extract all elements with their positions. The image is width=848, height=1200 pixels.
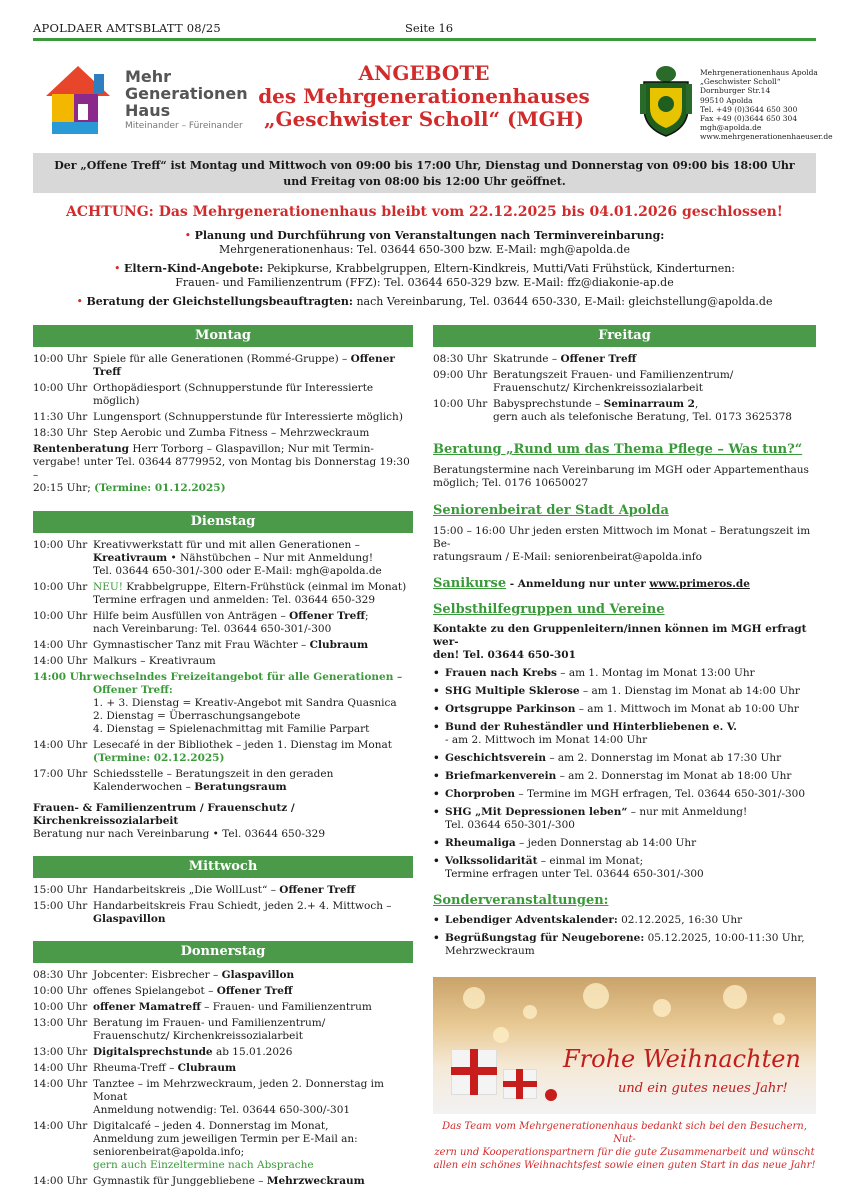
list-item [433,914,816,927]
group-name: Briefmarkenverein [445,770,557,783]
list-item [433,721,816,747]
list-item [433,703,816,716]
bullet-eltern-kind-text: Pekipkurse, Krabbelgruppen, Eltern-Kindkreis, Mutti/Vati Frühstück, Kinderturnen: [263,262,736,275]
group-name: Chorproben [445,788,516,801]
list-item [33,969,413,982]
list-item [33,382,413,408]
rentenberatung [33,443,413,495]
entry-text: Tanztee – im Mehrzweckraum, jeden 2. Donnerstag im Monat [93,1078,384,1103]
entry-text: vergabe! unter Tel. 03644 8779952, von Montag bis Donnerstag 19:30 – [33,456,410,481]
entry-text: Jobcenter: Eisbrecher – [93,969,222,981]
page-header [33,21,816,35]
list-item [433,855,816,881]
event-name: Begrüßungstag für Neugeborene: [445,932,645,945]
new-badge: NEU! [93,581,123,593]
pflege-text [433,464,816,490]
entry-text: 05.12.2025, 10:00-11:30 Uhr, [644,932,805,945]
time: 14:00 Uhr [33,1175,88,1187]
entry-text: 20:15 Uhr; [33,482,95,494]
entry-text: Gymnastischer Tanz mit Frau Wächter – [93,639,310,651]
time: 08:30 Uhr [33,969,88,981]
entry-text: Tel. 03644 650-301/-300 [445,819,575,832]
mittwoch-list [33,884,413,926]
entry-text: Herr Torborg – Glaspavillon; Nur mit Termin- [129,443,374,455]
entry-room: Offener Treff [93,353,395,378]
list-item [33,1120,413,1172]
address-line: Tel. +49 (0)3644 650 300 [700,104,798,114]
address-line: Mehrgenerationenhaus Apolda [700,68,818,77]
entry-text: möglich; Tel. 0176 10650027 [433,476,589,489]
entry-text: Spiele für alle Generationen (Rommé-Gruppe) – [93,353,351,365]
time: 08:30 Uhr [433,353,488,365]
list-item [33,539,413,578]
rentenberatung-title: Rentenberatung [33,443,130,455]
group-name: Bund der Ruheständler und Hinterbliebenen e. V. [445,721,737,734]
page-title [250,62,598,131]
time: 10:00 Uhr [33,353,88,365]
entry-text: – Termine im MGH erfragen, Tel. 03644 650-301/-300 [515,788,806,801]
list-item [33,1175,413,1188]
entry-text: ratungsraum / E-Mail: seniorenbeirat@apolda.info [433,550,702,563]
entry-text: Malkurs – Kreativraum [93,655,216,667]
bullet-eltern-kind-contact: Frauen- und Familienzentrum (FFZ): Tel. 03644 650-329 bzw. E-Mail: ffz@diakonie-ap.de [175,276,674,289]
entry-text: den! Tel. 03644 650-301 [433,649,576,662]
group-name: SHG Multiple Sklerose [445,685,580,698]
bullet-eltern-kind: • Eltern-Kind-Angebote: Pekipkurse, Krabbelgruppen, Eltern-Kindkreis, Mutti/Vati Frühstück, Kinderturnen: Frauen- und Familienzentrum (FFZ): Tel. 03644 650-329 bzw. E-Mail: ffz@diakonie-ap.de [113,262,736,289]
montag-list [33,353,413,495]
event-name: Lebendiger Adventskalender: [445,914,618,927]
entry-text: Lesecafé in der Bibliothek – jeden 1. Dienstag im Monat [93,739,392,751]
bullet-gleichstellung: • Beratung der Gleichstellungsbeauftragten: nach Vereinbarung, Tel. 03644 650-330, E-Mail: gleichstellung@apolda.de [76,295,773,308]
list-item [33,1046,413,1059]
entry-text: Beratung nur nach Vereinbarung • Tel. 03644 650-329 [33,828,326,840]
entry-room: Offener Treff [289,610,365,622]
list-item [33,1078,413,1117]
address-line: mgh@apolda.de [700,123,762,133]
house-logo-icon [38,60,118,140]
time: 09:00 Uhr [433,369,488,381]
sanikurse-heading: Sanikurse [433,575,507,591]
entry-text: Schiedsstelle – Beratungszeit in den geraden [93,768,334,780]
montag-heading: Montag [33,325,413,347]
entry-text: 15:00 – 16:00 Uhr jeden ersten Mittwoch im Monat – Beratungszeit im Be- [433,524,811,550]
entry-text: Krabbelgruppe, Eltern-Frühstück (einmal im Monat) [122,581,407,593]
entry-text: – jeden Donnerstag ab 14:00 Uhr [515,837,697,850]
selbsthilfe-heading: Selbsthilfegruppen und Vereine [433,601,665,617]
dienstag-heading: Dienstag [33,511,413,533]
sanikurse [433,576,816,592]
donnerstag-heading: Donnerstag [33,941,413,963]
pflege-heading: Beratung „Rund um das Thema Pflege – Was tun?“ [433,442,803,457]
time: 18:30 Uhr [33,427,88,439]
time: 15:00 Uhr [33,884,88,896]
title-line-3: „Geschwister Scholl“ (MGH) [263,107,585,131]
entry-text: Frauenschutz/ Kirchenkreissozialarbeit [493,382,703,394]
time: 14:00 Uhr [33,1062,88,1074]
list-item [433,752,816,765]
list-item [433,353,816,366]
group-name: Frauen nach Krebs [445,667,557,680]
freitag-list [433,353,816,424]
entry-text: Beratung im Frauen- und Familienzentrum/ [93,1017,326,1029]
entry-text: gern auch als telefonische Beratung, Tel. 0173 3625378 [493,411,792,423]
bullet-eltern-kind-title: Eltern-Kind-Angebote: [123,262,264,275]
closure-notice: ACHTUNG: Das Mehrgenerationenhaus bleibt vom 22.12.2025 bis 04.01.2026 geschlossen! [66,204,783,220]
thanks-line: zern und Kooperationspartnern für die gute Zusammenarbeit und wünscht [434,1147,815,1158]
title-line-1: ANGEBOTE [358,61,490,85]
list-item [433,788,816,801]
time: 10:00 Uhr [33,581,88,593]
list-item [33,900,413,926]
logo-tagline: Miteinander – Füreinander [125,121,243,131]
publication-name: APOLDAER AMTSBLATT 08/25 [33,21,221,35]
entry-text: – am 1. Montag im Monat 13:00 Uhr [556,667,755,680]
entry-text: Handarbeitskreis Frau Schiedt, jeden 2.+ 4. Mittwoch – [93,900,392,912]
entry-text: Anmeldung zum jeweiligen Termin per E-Mail an: [93,1133,358,1145]
entry-text: ab 15.01.2026 [212,1046,293,1058]
entry-text: Frauenschutz/ Kirchenkreissozialarbeit [93,1030,303,1042]
group-name: Ortsgruppe Parkinson [445,703,576,716]
list-item [433,398,816,424]
entry-text: Kreativwerkstatt für und mit allen Generationen – [93,539,360,551]
list-item [33,1001,413,1014]
list-item [433,837,816,850]
sanikurse-text: - Anmeldung nur unter [506,577,650,590]
time: 14:00 Uhr [33,655,88,667]
sanikurse-link[interactable]: www.primeros.de [649,577,750,590]
entry-text: Hilfe beim Ausfüllen von Anträgen – [93,610,290,622]
entry-text: Termine erfragen und anmelden: Tel. 03644 650-329 [93,594,375,606]
time: 10:00 Uhr [33,985,88,997]
entry-text: Step Aerobic und Zumba Fitness – Mehrzweckraum [93,427,370,439]
time: 14:00 Uhr [33,639,88,651]
entry-text: Babysprechstunde – [493,398,604,410]
christmas-banner [433,977,816,1114]
list-item [33,671,413,736]
left-column [33,325,413,1188]
time: 14:00 Uhr [33,739,88,751]
list-item [433,932,816,958]
group-name: Volkssolidarität [445,855,538,868]
entry-text: 02.12.2025, 16:30 Uhr [617,914,743,927]
logo-line-3: Haus [125,101,171,120]
list-item [33,411,413,424]
entry-room: Clubraum [309,639,369,651]
entry-text: 4. Dienstag = Spielenachmittag mit Familie Parpart [93,723,370,735]
address-line: Dornburger Str.14 [700,86,771,96]
entry-text: Mehrzweckraum [445,945,535,958]
address-line: Fax +49 (0)3644 650 304 [700,114,798,124]
bullet-planning: • Planung und Durchführung von Veranstaltungen nach Terminvereinbarung: Mehrgenerationenhaus: Tel. 03644 650-300 bzw. E-Mail: mgh@apolda.de [184,229,665,256]
list-item [33,884,413,897]
termine: (Termine: 01.12.2025) [94,482,226,494]
selbsthilfe-intro [433,623,816,662]
familienzentrum-info [33,802,413,841]
entry-text: - am 2. Mittwoch im Monat 14:00 Uhr [445,734,648,747]
entry-room: Kreativraum [93,552,168,564]
list-item [433,667,816,680]
logo-line-1: Mehr [125,67,172,86]
time: 14:00 Uhr [33,671,93,683]
mittwoch-heading: Mittwoch [33,856,413,878]
dienstag-list [33,539,413,841]
opening-hours-box [33,153,816,193]
sonderveranstaltungen-list [433,914,816,958]
right-column [433,325,816,958]
bullet-gleichstellung-text: nach Vereinbarung, Tel. 03644 650-330, E-Mail: gleichstellung@apolda.de [352,295,773,308]
list-item [33,768,413,794]
address-line: „Geschwister Scholl“ [700,77,781,87]
entry-text: wechselndes Freizeitangebot für alle Generationen – [93,671,403,683]
entry-room: Offener Treff: [93,684,173,696]
time: 13:00 Uhr [33,1017,88,1029]
mgh-logo [38,60,248,140]
list-item [33,985,413,998]
time: 15:00 Uhr [33,900,88,912]
entry-text: Kalenderwochen – [93,781,195,793]
entry-room: Digitalsprechstunde [93,1046,213,1058]
familienzentrum-title: Frauen- & Familienzentrum / Frauenschutz / Kirchenkreissozialarbeit [33,802,295,827]
list-item [33,655,413,668]
entry-note: gern auch Einzeltermine nach Absprache [93,1159,314,1171]
seniorenbeirat-text [433,525,816,564]
time: 14:00 Uhr [33,1120,88,1132]
entry-room: Offener Treff [279,884,356,896]
address-line: 99510 Apolda [700,95,753,105]
entry-text: Anmeldung notwendig: Tel. 03644 650-300/-301 [93,1104,351,1116]
entry-text: Tel. 03644 650-301/-300 oder E-Mail: mgh@apolda.de [93,565,382,577]
christmas-greeting: Frohe Weihnachten [563,1045,801,1073]
group-name: Geschichtsverein [445,752,546,765]
thanks-line: allen ein schönes Weihnachtsfest sowie einen guten Start in das neue Jahr! [433,1160,816,1171]
bullet-planning-contact: Mehrgenerationenhaus: Tel. 03644 650-300 bzw. E-Mail: mgh@apolda.de [219,243,630,256]
entry-text: Beratungstermine nach Vereinbarung im MGH oder Appartementhaus [433,463,809,476]
seniorenbeirat-heading: Seniorenbeirat der Stadt Apolda [433,502,669,518]
entry-text: Termine erfragen unter Tel. 03644 650-301/-300 [445,868,704,881]
time: 17:00 Uhr [33,768,88,780]
selbsthilfe-list [433,667,816,881]
entry-text: Beratungszeit Frauen- und Familienzentrum/ [493,369,734,381]
time: 10:00 Uhr [33,539,88,551]
sonderveranstaltungen-heading: Sonderveranstaltungen: [433,893,609,909]
address-line: www.mehrgenerationenhaeuser.de [700,132,833,142]
logo-text [125,68,248,132]
group-name: Rheumaliga [445,837,516,850]
bullet-planning-title: Planung und Durchführung von Veranstaltungen nach Terminvereinbarung: [194,229,665,242]
time: 10:00 Uhr [33,1001,88,1013]
city-crest-icon [636,64,696,138]
entry-room: Glaspavillon [221,969,295,981]
freitag-heading: Freitag [433,325,816,347]
list-item [433,685,816,698]
mgh-address [700,68,833,142]
termine: (Termine: 02.12.2025) [93,752,225,764]
time: 10:00 Uhr [33,382,88,394]
entry-room: Offener Treff [216,985,293,997]
entry-text: • Nähstübchen – Nur mit Anmeldung! [167,552,374,564]
list-item [33,1062,413,1075]
entry-text: Digitalcafé – jeden 4. Donnerstag im Monat, [93,1120,329,1132]
entry-text: ; [364,610,369,622]
thanks-message [433,1120,816,1172]
list-item [433,806,816,832]
ornament-icon [545,1089,557,1101]
entry-text: – am 2. Donnerstag im Monat ab 18:00 Uhr [556,770,792,783]
list-item [33,739,413,765]
entry-text: Handarbeitskreis „Die WollLust“ – [93,884,280,896]
header-rule [33,38,816,41]
entry-room: offener Mamatreff [93,1001,201,1013]
page-number: Seite 16 [405,21,454,35]
thanks-line: Das Team vom Mehrgenerationenhaus bedankt sich bei den Besuchern, Nut- [442,1121,807,1145]
time: 11:30 Uhr [33,411,88,423]
group-name: SHG „Mit Depressionen leben“ [445,806,628,819]
entry-text: Rheuma-Treff – [93,1062,178,1074]
entry-text: 1. + 3. Dienstag = Kreativ-Angebot mit Sandra Quasnica [93,697,397,709]
time: 14:00 Uhr [33,1078,88,1090]
entry-text: Gymnastik für Junggebliebene – [93,1175,267,1187]
entry-text: – nur mit Anmeldung! [627,806,748,819]
list-item [433,369,816,395]
entry-text: – Frauen- und Familienzentrum [200,1001,372,1013]
list-item [33,427,413,440]
entry-text: nach Vereinbarung: Tel. 03644 650-301/-300 [93,623,332,635]
entry-text: , [694,398,699,410]
time: 13:00 Uhr [33,1046,88,1058]
donnerstag-list [33,969,413,1188]
bullet-gleichstellung-title: Beratung der Gleichstellungsbeauftragten: [86,295,353,308]
entry-text: Lungensport (Schnupperstunde für Interessierte möglich) [93,411,403,423]
entry-room: Mehrzweckraum [266,1175,365,1187]
entry-text: Kontakte zu den Gruppenleitern/innen können im MGH erfragt wer- [433,623,807,649]
entry-text: Skatrunde – [493,353,561,365]
time: 10:00 Uhr [33,610,88,622]
opening-line-2: und Freitag von 08:00 bis 12:00 Uhr geöffnet. [283,175,566,188]
entry-room: Glaspavillon [93,913,166,925]
entry-room: Clubraum [177,1062,237,1074]
entry-text: – am 1. Mittwoch im Monat ab 10:00 Uhr [575,703,799,716]
list-item [33,581,413,607]
list-item [433,770,816,783]
entry-text: – am 2. Donnerstag im Monat ab 17:30 Uhr [545,752,782,765]
entry-text: Orthopädiesport (Schnupperstunde für Interessierte möglich) [93,382,374,407]
entry-text: – einmal im Monat; [537,855,644,868]
list-item [33,610,413,636]
entry-text: seniorenbeirat@apolda.info; [93,1146,245,1158]
list-item [33,353,413,379]
new-year-greeting: und ein gutes neues Jahr! [618,1081,788,1096]
entry-room: Offener Treff [560,353,637,365]
opening-line-1: Der „Offene Treff“ ist Montag und Mittwoch von 09:00 bis 17:00 Uhr, Dienstag und Donnerstag von 09:00 bis 18:00 Uhr [54,159,795,172]
entry-room: Beratungsraum [194,781,287,793]
title-line-2: des Mehrgenerationenhauses [258,84,590,108]
entry-text: 2. Dienstag = Überraschungsangebote [93,710,301,722]
list-item [33,1017,413,1043]
time: 10:00 Uhr [433,398,488,410]
entry-text: offenes Spielangebot – [93,985,217,997]
entry-text: – am 1. Dienstag im Monat ab 14:00 Uhr [579,685,800,698]
logo-line-2: Generationen [125,84,248,103]
list-item [33,639,413,652]
entry-room: Seminarraum 2 [603,398,695,410]
